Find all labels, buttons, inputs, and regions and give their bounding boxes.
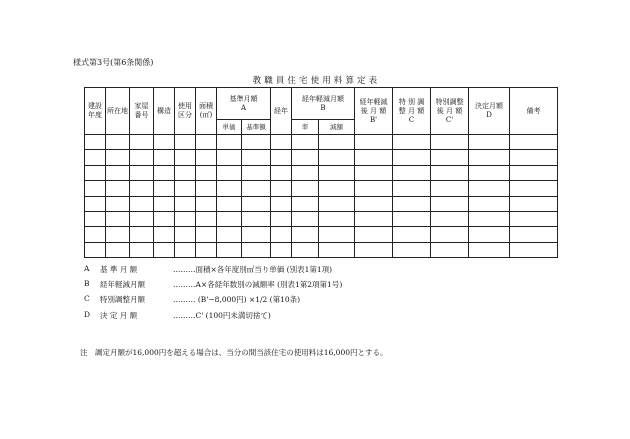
table-cell bbox=[154, 211, 175, 226]
table-cell bbox=[175, 211, 196, 226]
table-cell bbox=[154, 135, 175, 150]
table-cell bbox=[431, 150, 469, 165]
table-cell bbox=[217, 135, 242, 150]
table-cell bbox=[393, 242, 431, 257]
table-cell bbox=[175, 150, 196, 165]
table-cell bbox=[106, 181, 130, 196]
table-cell bbox=[271, 227, 292, 242]
table-cell bbox=[431, 227, 469, 242]
table-cell bbox=[431, 181, 469, 196]
table-cell bbox=[242, 227, 271, 242]
table-cell bbox=[217, 165, 242, 180]
table-cell bbox=[217, 211, 242, 226]
table-cell bbox=[196, 181, 217, 196]
table-cell bbox=[292, 150, 319, 165]
table-cell bbox=[271, 211, 292, 226]
table-cell bbox=[319, 150, 355, 165]
table-cell bbox=[510, 242, 558, 257]
header-house-number: 家屋 番号 bbox=[130, 88, 154, 135]
table-cell bbox=[271, 242, 292, 257]
table-cell bbox=[85, 150, 106, 165]
header-after-depreciation: 経年軽減 後 月 額 B' bbox=[355, 88, 393, 135]
table-cell bbox=[292, 242, 319, 257]
table-cell bbox=[175, 135, 196, 150]
table-cell bbox=[431, 135, 469, 150]
table-cell bbox=[431, 196, 469, 211]
table-cell bbox=[196, 227, 217, 242]
table-cell bbox=[271, 196, 292, 211]
table-cell bbox=[319, 165, 355, 180]
table-cell bbox=[431, 242, 469, 257]
table-cell bbox=[217, 181, 242, 196]
table-cell bbox=[130, 227, 154, 242]
footnote: 注 調定月額が16,000円を超える場合は、当分の間当該住宅の使用料は16,000円とする。 bbox=[80, 348, 388, 357]
table-cell bbox=[217, 242, 242, 257]
table-cell bbox=[196, 150, 217, 165]
table-cell bbox=[196, 196, 217, 211]
table-cell bbox=[242, 165, 271, 180]
table-cell bbox=[510, 196, 558, 211]
note-key: D bbox=[84, 310, 91, 319]
note-label: 基 準 月 額 bbox=[100, 265, 138, 274]
table-cell bbox=[393, 211, 431, 226]
table-row bbox=[85, 135, 558, 150]
form-number: 様式第3号(第6条関係) bbox=[73, 58, 154, 67]
note-formula: ………C' (100円未満切捨て) bbox=[173, 311, 271, 320]
table-cell bbox=[196, 135, 217, 150]
note-key: A bbox=[84, 264, 90, 273]
table-cell bbox=[175, 181, 196, 196]
table-cell bbox=[355, 135, 393, 150]
header-reduction-amount: 減額 bbox=[319, 120, 355, 135]
table-cell bbox=[242, 242, 271, 257]
table-cell bbox=[154, 165, 175, 180]
note-label: 特別調整月額 bbox=[100, 295, 145, 304]
table-cell bbox=[393, 135, 431, 150]
table-row bbox=[85, 150, 558, 165]
table-cell bbox=[242, 211, 271, 226]
table-cell bbox=[242, 196, 271, 211]
table-cell bbox=[393, 165, 431, 180]
note-formula: ………A×各経年数別の減額率 (別表1第2項第1号) bbox=[173, 280, 343, 289]
table-cell bbox=[217, 196, 242, 211]
table-cell bbox=[271, 165, 292, 180]
table-cell bbox=[106, 227, 130, 242]
table-cell bbox=[319, 242, 355, 257]
table-cell bbox=[242, 181, 271, 196]
table-cell bbox=[431, 211, 469, 226]
header-area: 面積 (㎡) bbox=[196, 88, 217, 135]
table-cell bbox=[271, 181, 292, 196]
header-special-adjustment: 特 別 調 整 月 額 C bbox=[393, 88, 431, 135]
table-cell bbox=[319, 227, 355, 242]
table-cell bbox=[355, 150, 393, 165]
table-cell bbox=[355, 211, 393, 226]
table-cell bbox=[431, 165, 469, 180]
header-base-unit-price: 単価 bbox=[217, 120, 242, 135]
table-row bbox=[85, 211, 558, 226]
table-cell bbox=[242, 150, 271, 165]
table-cell bbox=[469, 150, 510, 165]
table-cell bbox=[469, 135, 510, 150]
table-cell bbox=[130, 150, 154, 165]
table-cell bbox=[196, 211, 217, 226]
table-cell bbox=[292, 196, 319, 211]
note-key: B bbox=[84, 279, 90, 288]
table-cell bbox=[85, 181, 106, 196]
header-after-special-adjustment: 特別調整 後 月 額 C' bbox=[431, 88, 469, 135]
table-cell bbox=[510, 150, 558, 165]
header-structure: 構造 bbox=[154, 88, 175, 135]
table-cell bbox=[85, 242, 106, 257]
table-cell bbox=[106, 196, 130, 211]
table-cell bbox=[130, 135, 154, 150]
header-location: 所在地 bbox=[106, 88, 130, 135]
table-cell bbox=[217, 227, 242, 242]
table-cell bbox=[319, 211, 355, 226]
table-cell bbox=[154, 196, 175, 211]
table-cell bbox=[175, 242, 196, 257]
table-cell bbox=[355, 165, 393, 180]
document-title: 教 職 員 住 宅 使 用 料 算 定 表 bbox=[252, 76, 378, 86]
rent-calculation-table bbox=[84, 87, 558, 258]
table-cell bbox=[469, 211, 510, 226]
table-cell bbox=[130, 196, 154, 211]
table-cell bbox=[393, 181, 431, 196]
table-cell bbox=[106, 135, 130, 150]
table-cell bbox=[196, 165, 217, 180]
table-cell bbox=[319, 181, 355, 196]
table-cell bbox=[271, 150, 292, 165]
table-cell bbox=[469, 242, 510, 257]
table-cell bbox=[85, 165, 106, 180]
table-cell bbox=[175, 165, 196, 180]
note-label: 決 定 月 額 bbox=[100, 311, 138, 320]
table-cell bbox=[85, 227, 106, 242]
table-cell bbox=[154, 227, 175, 242]
table-cell bbox=[319, 196, 355, 211]
table-cell bbox=[154, 181, 175, 196]
table-cell bbox=[510, 181, 558, 196]
table-cell bbox=[292, 227, 319, 242]
table-row bbox=[85, 242, 558, 257]
table-cell bbox=[292, 211, 319, 226]
table-cell bbox=[175, 227, 196, 242]
table-cell bbox=[355, 242, 393, 257]
header-base-amount: 基準額 bbox=[242, 120, 271, 135]
table-cell bbox=[355, 181, 393, 196]
header-depreciated-monthly: 経年軽減月額 B bbox=[292, 88, 355, 120]
table-cell bbox=[355, 196, 393, 211]
table-cell bbox=[271, 135, 292, 150]
table-cell bbox=[469, 165, 510, 180]
table-cell bbox=[292, 135, 319, 150]
note-formula: ……… (B'−8,000円) ×1/2 (第10条) bbox=[173, 295, 301, 304]
table-cell bbox=[196, 242, 217, 257]
table-cell bbox=[510, 211, 558, 226]
header-usage-class: 使用 区分 bbox=[175, 88, 196, 135]
table-cell bbox=[469, 181, 510, 196]
table-cell bbox=[242, 135, 271, 150]
table-cell bbox=[85, 135, 106, 150]
table-cell bbox=[130, 242, 154, 257]
table-cell bbox=[292, 181, 319, 196]
header-remarks: 備考 bbox=[510, 88, 558, 135]
table-cell bbox=[85, 196, 106, 211]
table-cell bbox=[393, 196, 431, 211]
header-year-built: 建設 年度 bbox=[85, 88, 106, 135]
table-cell bbox=[469, 196, 510, 211]
table-cell bbox=[106, 242, 130, 257]
table-row bbox=[85, 165, 558, 180]
table-cell bbox=[106, 165, 130, 180]
table-cell bbox=[292, 165, 319, 180]
note-key: C bbox=[84, 294, 90, 303]
table-cell bbox=[393, 227, 431, 242]
table-row bbox=[85, 196, 558, 211]
note-formula: ………面積×各年度別㎡当り単価 (別表1第1項) bbox=[173, 265, 333, 274]
table-cell bbox=[154, 242, 175, 257]
table-row bbox=[85, 181, 558, 196]
table-cell bbox=[393, 150, 431, 165]
table-cell bbox=[154, 150, 175, 165]
table-cell bbox=[130, 165, 154, 180]
table-row bbox=[85, 227, 558, 242]
table-cell bbox=[106, 211, 130, 226]
table-cell bbox=[510, 165, 558, 180]
table-cell bbox=[130, 211, 154, 226]
header-base-monthly: 基準月額 A bbox=[217, 88, 271, 120]
table-cell bbox=[355, 227, 393, 242]
header-elapsed-years: 経年 bbox=[271, 88, 292, 135]
table-cell bbox=[469, 227, 510, 242]
note-label: 経年軽減月額 bbox=[100, 280, 145, 289]
table-cell bbox=[175, 196, 196, 211]
table-cell bbox=[217, 150, 242, 165]
table-cell bbox=[510, 135, 558, 150]
table-cell bbox=[130, 181, 154, 196]
table-cell bbox=[319, 135, 355, 150]
table-cell bbox=[106, 150, 130, 165]
table-cell bbox=[85, 211, 106, 226]
header-depreciation-rate: 率 bbox=[292, 120, 319, 135]
header-determined-monthly: 決定月額 D bbox=[469, 88, 510, 135]
table-cell bbox=[510, 227, 558, 242]
